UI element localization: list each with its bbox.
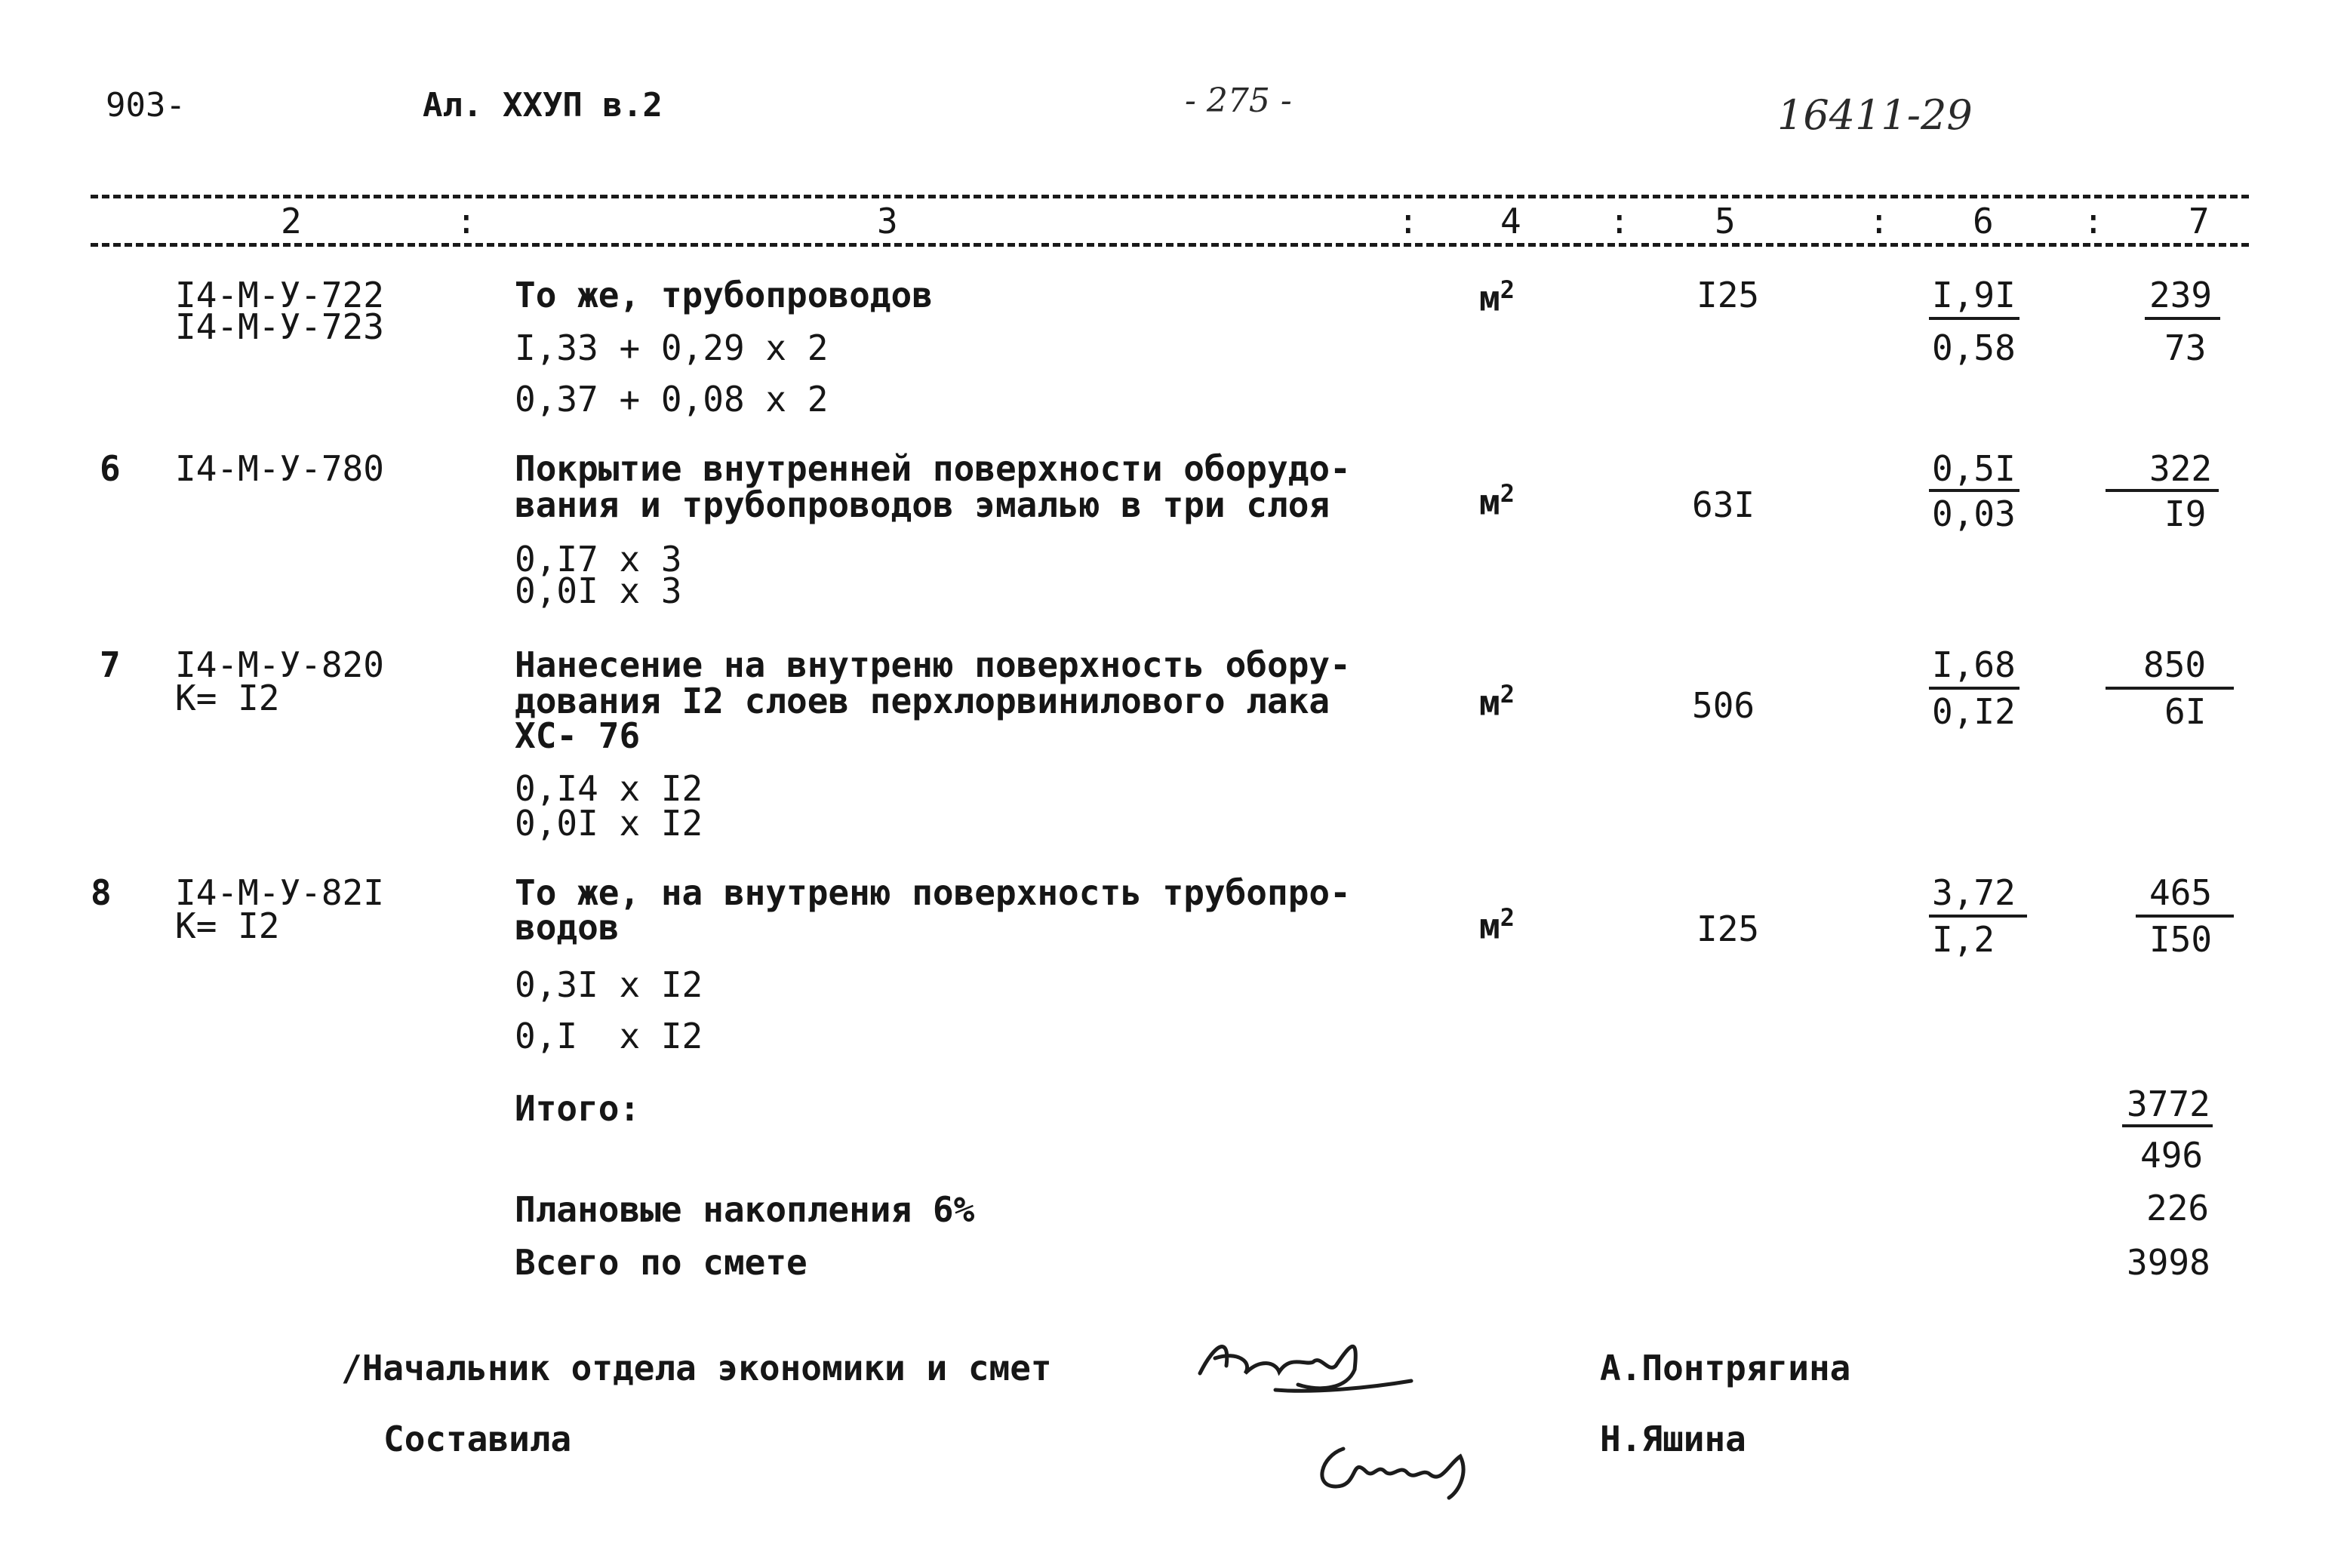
column-header-2: 2 [281, 201, 302, 241]
row-number: 7 [100, 644, 121, 685]
row-price-bottom: 0,I2 [1932, 691, 2016, 732]
row-code: I4-М-У-723 [175, 306, 384, 347]
row-price-fraction-line [1929, 687, 2019, 690]
row-price-bottom: 0,58 [1932, 327, 2016, 368]
head-of-department-title: /Начальник отдела экономики и смет [341, 1348, 1052, 1388]
row-price-top: 0,5I [1932, 448, 2016, 489]
row-cost-bottom: 6I [2164, 691, 2207, 732]
row-description: вания и трубопроводов эмалью в три слоя [515, 484, 1330, 525]
row-calculation: 0,0I х I2 [515, 803, 703, 844]
row-number: 6 [100, 448, 121, 489]
row-code: К= I2 [175, 905, 280, 946]
total-top-value: 3772 [2127, 1084, 2210, 1124]
row-cost-top: 465 [2149, 872, 2213, 913]
row-description: То же, на внутреню поверхность трубопро- [515, 872, 1351, 913]
author-signature [1298, 1426, 1494, 1509]
total-label: Итого: [515, 1088, 641, 1129]
row-price-top: I,68 [1932, 644, 2016, 685]
row-cost-fraction-line [2145, 317, 2220, 320]
planned-savings-label: Плановые накопления 6% [515, 1189, 975, 1230]
column-header-6: 6 [1973, 201, 1994, 241]
row-calculation: 0,I7 х 3 [515, 539, 682, 580]
row-calculation: 0,0I х 3 [515, 570, 682, 611]
row-quantity: I25 [1696, 275, 1760, 315]
head-of-department-name: А.Понтрягина [1600, 1348, 1851, 1388]
row-unit: $м^2$ [1479, 275, 1515, 319]
column-separator: : [1869, 201, 1890, 241]
row-price-top: I,9I [1932, 275, 2016, 315]
row-cost-fraction-line [2106, 687, 2234, 690]
row-price-bottom: I,2 [1932, 919, 1995, 960]
column-header-5: 5 [1715, 201, 1736, 241]
row-cost-top: 850 [2143, 644, 2207, 685]
row-cost-fraction-line [2136, 915, 2234, 918]
document-number: 16411-29 [1777, 91, 1973, 139]
column-header-7: 7 [2189, 201, 2210, 241]
compiled-by-title: Составила [383, 1419, 572, 1459]
row-code: К= I2 [175, 678, 280, 718]
row-cost-top: 239 [2149, 275, 2213, 315]
column-header-4: 4 [1500, 201, 1521, 241]
row-calculation: 0,I х I2 [515, 1016, 703, 1056]
row-code: I4-М-У-820 [175, 644, 384, 685]
row-calculation: 0,3I х I2 [515, 964, 703, 1005]
total-bottom-value: 496 [2140, 1135, 2204, 1176]
column-separator: : [456, 201, 477, 241]
column-header-3: 3 [877, 201, 898, 241]
planned-savings-value: 226 [2146, 1188, 2210, 1228]
row-description: ХС- 76 [515, 715, 641, 756]
row-code: I4-М-У-780 [175, 448, 384, 489]
row-description: Покрытие внутренней поверхности оборудо- [515, 448, 1351, 489]
row-price-top: 3,72 [1932, 872, 2016, 913]
row-quantity: I25 [1696, 909, 1760, 949]
row-description: Нанесение на внутреню поверхность обору- [515, 644, 1351, 685]
row-cost-bottom: 73 [2164, 327, 2207, 368]
row-quantity: 506 [1692, 685, 1755, 726]
column-separator: : [1609, 201, 1630, 241]
row-calculation: 0,37 + 0,08 х 2 [515, 379, 829, 420]
row-price-bottom: 0,03 [1932, 493, 2016, 534]
row-description: водов [515, 907, 620, 948]
head-signature [1185, 1321, 1434, 1404]
row-calculation: 0,I4 х I2 [515, 768, 703, 809]
row-unit: $м^2$ [1479, 903, 1515, 947]
column-separator: : [2083, 201, 2104, 241]
header-top-rule [91, 195, 2249, 198]
row-code: I4-М-У-722 [175, 275, 384, 315]
compiled-by-name: Н.Яшина [1600, 1419, 1746, 1459]
row-description: дования I2 слоев перхлорвинилового лака [515, 681, 1330, 721]
column-separator: : [1398, 201, 1419, 241]
total-fraction-line [2122, 1124, 2213, 1127]
row-description: То же, трубопроводов [515, 275, 933, 315]
row-cost-fraction-line [2106, 489, 2219, 492]
row-calculation: I,33 + 0,29 х 2 [515, 327, 829, 368]
header-bottom-rule [91, 243, 2249, 247]
album-label: Ал. ХХУП в.2 [423, 86, 663, 125]
row-cost-bottom: I50 [2149, 919, 2213, 960]
row-price-fraction-line [1929, 489, 2019, 492]
row-unit: $м^2$ [1479, 680, 1515, 724]
row-code: I4-М-У-82I [175, 872, 384, 913]
row-cost-top: 322 [2149, 448, 2213, 489]
series-code: 903- [106, 86, 186, 125]
row-price-fraction-line [1929, 915, 2027, 918]
row-cost-bottom: I9 [2164, 493, 2207, 534]
grand-total-label: Всего по смете [515, 1242, 807, 1283]
row-number: 8 [91, 872, 112, 913]
page-number: - 275 - [1185, 81, 1292, 120]
row-price-fraction-line [1929, 317, 2019, 320]
row-unit: $м^2$ [1479, 479, 1515, 523]
grand-total-value: 3998 [2127, 1242, 2210, 1283]
row-quantity: 63I [1692, 484, 1755, 525]
